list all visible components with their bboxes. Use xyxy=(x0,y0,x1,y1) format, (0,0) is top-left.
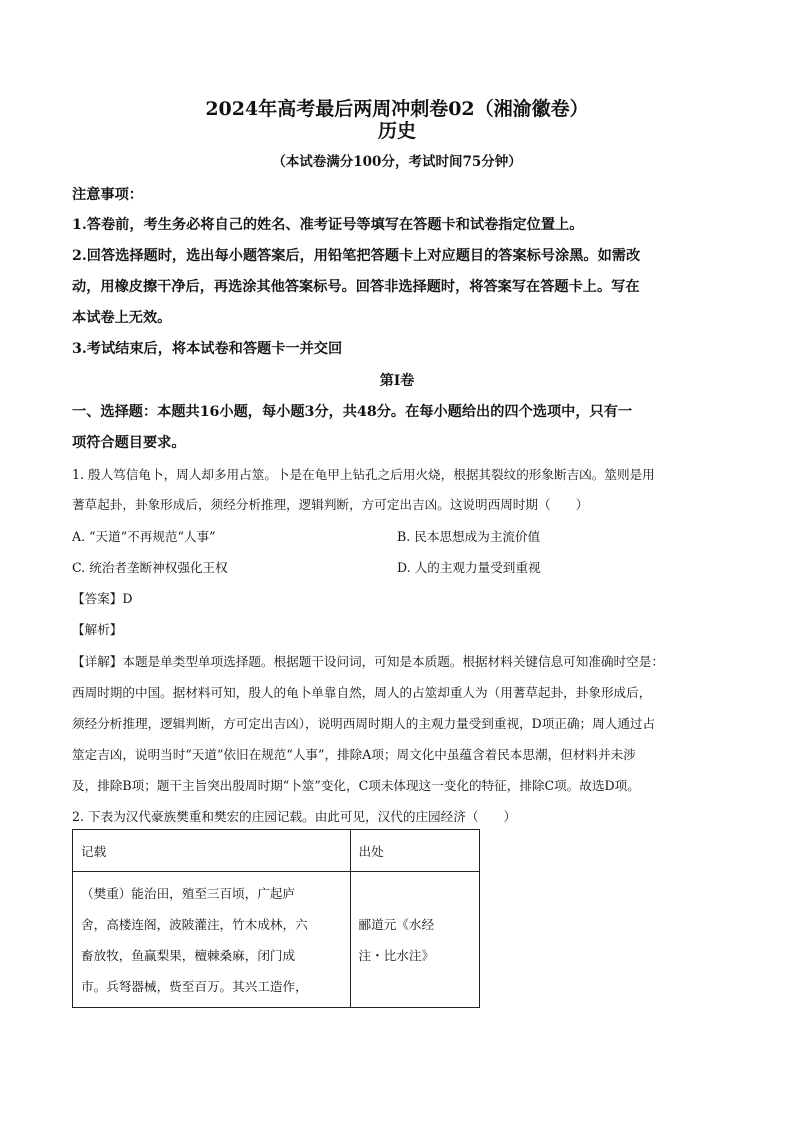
q1-stem-line: 蓍草起卦，卦象形成后，须经分析推理，逻辑判断，方可定出吉凶。这说明西周时期（ ） xyxy=(72,497,589,512)
instruction-line: 本试卷上无效。 xyxy=(72,310,172,326)
subject-title: 历史 xyxy=(377,120,416,142)
table-row xyxy=(73,872,480,1008)
q1-answer xyxy=(72,588,132,607)
q1-detail-line: 【详解】本题是单类型单项选择题。根据题干设问词，可知是本质题。根据材料关键信息可知准确时空是： xyxy=(72,654,664,669)
section-label: 第Ⅰ卷 xyxy=(379,373,415,389)
table-cell-record xyxy=(73,872,351,1008)
instruction-line: 2.回答选择题时，选出每小题答案后，用铅笔把答题卡上对应题目的答案标号涂黑。如需改 xyxy=(72,248,641,264)
record-line: 舍，高楼连阁，波陂灌注，竹木成林，六 xyxy=(81,916,308,932)
q1-detail-line: 及，排除B项；题干主旨突出殷周时期“卜筮”变化，C项未体现这一变化的特征，排除C项。故选D项。 xyxy=(72,778,640,793)
q1-detail-line: 筮定吉凶，说明当时“天道”依旧在规范“人事”，排除A项；周文化中虽蕴含着民本思潮，但材料并未涉 xyxy=(72,747,636,762)
instruction-line: 3.考试结束后，将本试卷和答题卡一并交回 xyxy=(72,341,343,357)
answer-value: D xyxy=(122,591,133,606)
instruction-line: 动，用橡皮擦干净后，再选涂其他答案标号。回答非选择题时，将答案写在答题卡上。写在 xyxy=(72,279,640,295)
q1-option-a: A. “天道”不再规范“人事” xyxy=(72,529,216,544)
record-line: （樊重）能治田，殖至三百顷，广起庐 xyxy=(81,885,296,901)
q1-analysis-label: 【解析】 xyxy=(72,622,123,637)
q1-option-c: C. 统治者垄断神权强化王权 xyxy=(72,560,228,575)
q2-stem: 2. 下表为汉代豪族樊重和樊宏的庄园记载。由此可见，汉代的庄园经济（ ） xyxy=(72,809,517,824)
answer-label: 【答案】 xyxy=(72,591,123,606)
section-heading-line: 项符合题目要求。 xyxy=(72,435,186,451)
instructions-heading: 注意事项： xyxy=(72,187,143,203)
table-header-record: 记载 xyxy=(73,830,351,872)
record-line: 市。兵弩器械，赀至百万。其兴工造作， xyxy=(81,978,308,994)
exam-note: （本试卷满分100分，考试时间75分钟） xyxy=(272,154,522,170)
source-line: 郦道元《水经 xyxy=(358,916,435,932)
page-title: 2024年高考最后两周冲刺卷02（湘渝徽卷） xyxy=(205,98,589,120)
section-heading-line: 一、选择题：本题共16小题，每小题3分，共48分。在每小题给出的四个选项中，只有一 xyxy=(72,404,633,420)
q1-stem-line: 1. 殷人笃信龟卜，周人却多用占筮。卜是在龟甲上钻孔之后用火烧，根据其裂纹的形象断吉凶。筮则是用 xyxy=(72,467,655,482)
table-header-source: 出处 xyxy=(350,830,479,872)
q1-detail-line: 须经分析推理，逻辑判断，方可定出吉凶），说明西周时期人的主观力量受到重视，D项正确；周人通过占 xyxy=(72,716,656,731)
table-header-row xyxy=(73,830,480,872)
q1-detail-line: 西周时期的中国。据材料可知，殷人的龟卜单靠自然，周人的占筮却重人为（用蓍草起卦，卦象形成后， xyxy=(72,685,652,700)
q1-option-d: D. 人的主观力量受到重视 xyxy=(397,560,541,575)
source-line: 注・比水注》 xyxy=(358,947,435,963)
record-line: 畜放牧，鱼赢梨果，檀棘桑麻，闭门成 xyxy=(81,947,296,963)
q2-record-table xyxy=(72,829,480,1008)
q1-option-b: B. 民本思想成为主流价值 xyxy=(397,529,541,544)
instruction-line: 1.答卷前，考生务必将自己的姓名、准考证号等填写在答题卡和试卷指定位置上。 xyxy=(72,217,584,233)
table-cell-source xyxy=(350,872,479,1008)
